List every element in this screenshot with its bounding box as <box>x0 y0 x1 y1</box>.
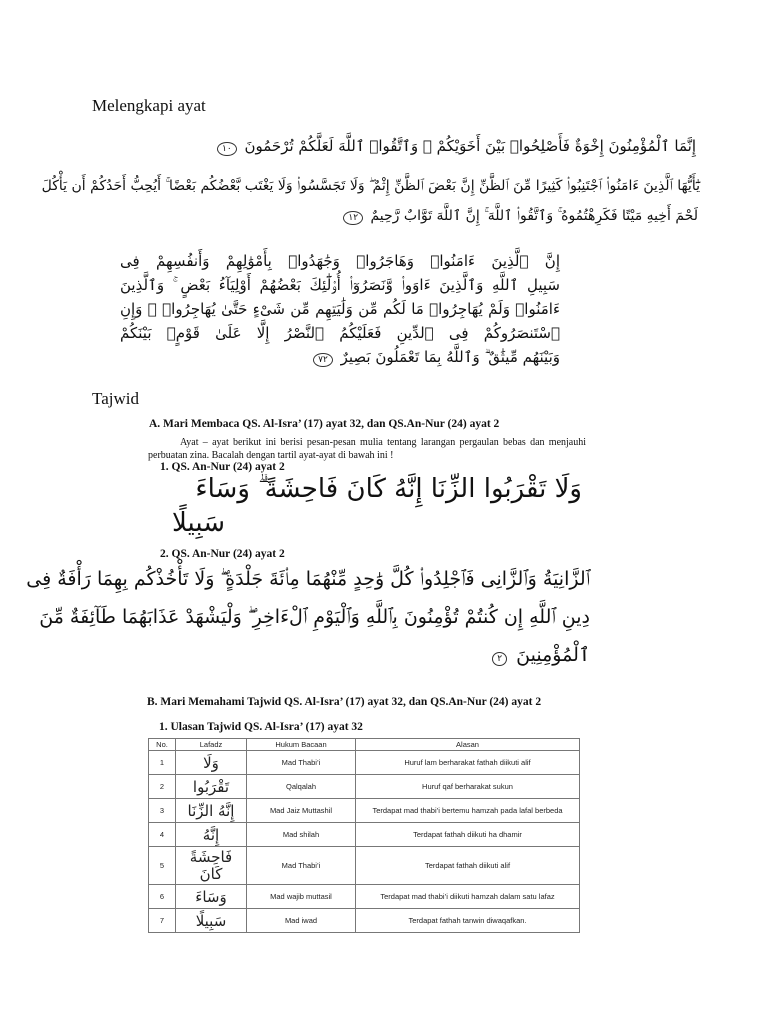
heading-tajwid: Tajwid <box>92 389 139 408</box>
cell-hukum: Mad Thabi’i <box>247 751 356 775</box>
table-row <box>149 847 580 885</box>
cell-lafadz: وَلَا <box>176 751 247 775</box>
cell-hukum: Qalqalah <box>247 775 356 799</box>
cell-hukum: Mad Thabi’i <box>247 847 356 885</box>
cell-no: 1 <box>149 751 176 775</box>
cell-hukum: Mad shilah <box>247 823 356 847</box>
cell-alasan: Terdapat fathah diikuti ha dhamir <box>356 823 580 847</box>
ayah-marker: ١٢ <box>343 211 363 225</box>
verse-line: ءَامَنُوا۟ وَلَمْ يُهَاجِرُوا۟ مَا لَكُم مِّن وَلَٰيَتِهِم مِّن شَىْءٍ حَتَّىٰ يُهَاجِرُوا۟ ۚ وَإِنِ <box>120 300 560 318</box>
cell-alasan: Terdapat mad thabi’i diikuti hamzah dalam satu lafaz <box>356 885 580 909</box>
part-a-intro: Ayat – ayat berikut ini berisi pesan-pesan mulia tentang larangan pergaulan bebas dan menjauhi perbuatan zina. Bacalah dengan tartil ayat-ayat di bawah ini ! <box>148 437 586 461</box>
verse-line: سَبِيلِ ٱللَّهِ وَٱلَّذِينَ ءَاوَوا۟ وَّنَصَرُوٓا۟ أُو۟لَٰٓئِكَ بَعْضُهُمْ أَوْلِيَآءُ بَعْضٍ ۚ وَٱلَّذِينَ <box>120 276 560 294</box>
heading-melengkapi-ayat: Melengkapi ayat <box>92 96 206 115</box>
verse-hujurat-10: إِنَّمَا ٱلْمُؤْمِنُونَ إِخْوَةٌ فَأَصْلِحُوا۟ بَيْنَ أَخَوَيْكُمْ ۚ وَٱتَّقُوا۟ ٱللَّهَ لَعَلَّكُمْ تُرْحَمُونَ ١٠ <box>336 137 696 156</box>
col-alasan: Alasan <box>356 739 580 751</box>
cell-lafadz: تَقْرَبُوا <box>176 775 247 799</box>
ayah-marker: ٧٢ <box>313 353 333 367</box>
cell-alasan: Terdapat fathah diikuti alif <box>356 847 580 885</box>
cell-alasan: Terdapat fathah tanwin diwaqafkan. <box>356 909 580 933</box>
cell-no: 6 <box>149 885 176 909</box>
ayah-marker: ٢ <box>492 652 507 666</box>
table-row <box>149 885 580 909</box>
nur-2-verse <box>26 568 590 682</box>
cell-lafadz: إِنَّهُ <box>176 823 247 847</box>
cell-no: 7 <box>149 909 176 933</box>
cell-no: 2 <box>149 775 176 799</box>
sub1-title: 1. Ulasan Tajwid QS. Al-Isra’ (17) ayat 32 <box>159 721 363 733</box>
part-a-title: A. Mari Membaca QS. Al-Isra’ (17) ayat 32, dan QS.An-Nur (24) ayat 2 <box>149 418 500 430</box>
cell-no: 5 <box>149 847 176 885</box>
cell-alasan: Terdapat mad thabi’i bertemu hamzah pada lafal berbeda <box>356 799 580 823</box>
cell-no: 4 <box>149 823 176 847</box>
cell-alasan: Huruf lam berharakat fathah diikuti alif <box>356 751 580 775</box>
table-row <box>149 909 580 933</box>
verse-line: ٱلزَّانِيَةُ وَٱلزَّانِى فَٱجْلِدُوا۟ كُلَّ وَٰحِدٍ مِّنْهُمَا مِا۟ئَةَ جَلْدَةٍ ۖ وَلَا تَأْخُذْكُم بِهِمَا رَأْفَةٌ فِى <box>26 568 590 590</box>
cell-lafadz: سَبِيلًا <box>176 909 247 933</box>
verse-line: ٱسْتَنصَرُوكُمْ فِى ٱلدِّينِ فَعَلَيْكُمُ ٱلنَّصْرُ إِلَّا عَلَىٰ قَوْمٍۭ بَيْنَكُمْ <box>120 324 560 342</box>
cell-hukum: Mad Jaiz Muttashil <box>247 799 356 823</box>
cell-lafadz: وَسَاءَ <box>176 885 247 909</box>
isra-32-line1: وَلَا تَقْرَبُوا الزِّنَا إِنَّهُ كَانَ فَاحِشَةً ۗ وَسَاءَ <box>195 474 582 504</box>
table-header-row <box>149 739 580 751</box>
cell-lafadz: فَاحِشَةً كَانَ <box>176 847 247 885</box>
item2-label: 2. QS. An-Nur (24) ayat 2 <box>160 548 285 560</box>
table-row <box>149 751 580 775</box>
col-no: No. <box>149 739 176 751</box>
tajwid-table <box>148 738 580 933</box>
verse-anfal-72 <box>120 252 560 372</box>
verse-hujurat-12-line2: لَحْمَ أَخِيهِ مَيْتًا فَكَرِهْتُمُوهُ ۚ وَٱتَّقُوا۟ ٱللَّهَ ۚ إِنَّ ٱللَّهَ تَوَّابٌ رَّحِيمٌ ١٢ <box>300 208 698 225</box>
isra-32-line2: سَبِيلًا <box>172 508 225 538</box>
cell-hukum: Mad wajib muttasil <box>247 885 356 909</box>
cell-no: 3 <box>149 799 176 823</box>
cell-alasan: Huruf qaf berharakat sukun <box>356 775 580 799</box>
part-b-title: B. Mari Memahami Tajwid QS. Al-Isra’ (17) ayat 32, dan QS.An-Nur (24) ayat 2 <box>147 696 542 708</box>
table-row <box>149 823 580 847</box>
ayah-marker: ١٠ <box>217 142 237 156</box>
cell-lafadz: إِنَّهُ الزِّنَا <box>176 799 247 823</box>
col-lafadz: Lafadz <box>176 739 247 751</box>
table-row <box>149 775 580 799</box>
verse-line-last: وَبَيْنَهُم مِّيثَٰقٌ ۗ وَٱللَّهُ بِمَا تَعْمَلُونَ بَصِيرٌ ٧٢ <box>120 348 560 372</box>
verse-hujurat-12-line1: يَٰٓأَيُّهَا ٱلَّذِينَ ءَامَنُوا۟ ٱجْتَنِبُوا۟ كَثِيرًا مِّنَ ٱلظَّنِّ إِنَّ بَعْضَ ٱلظَّنِّ إِثْمٌ ۖ وَلَا تَجَسَّسُوا۟ وَلَا يَغْتَب بَّعْضُكُم بَعْضًا ۚ أَيُحِبُّ أَحَدُكُمْ أَن يَأْكُلَ <box>41 178 700 194</box>
table-row <box>149 799 580 823</box>
col-hukum: Hukum Bacaan <box>247 739 356 751</box>
verse-line: إِنَّ ٱلَّذِينَ ءَامَنُوا۟ وَهَاجَرُوا۟ وَجَٰهَدُوا۟ بِأَمْوَٰلِهِمْ وَأَنفُسِهِمْ فِى <box>120 252 560 270</box>
item1-label: 1. QS. An-Nur (24) ayat 2 <box>160 461 285 473</box>
cell-hukum: Mad iwad <box>247 909 356 933</box>
verse-line: دِينِ ٱللَّهِ إِن كُنتُمْ تُؤْمِنُونَ بِٱللَّهِ وَٱلْيَوْمِ ٱلْءَاخِرِ ۖ وَلْيَشْهَدْ عَذَابَهُمَا طَآئِفَةٌ مِّنَ <box>39 606 590 628</box>
verse-line-last: ٱلْمُؤْمِنِينَ ٢ <box>156 644 590 682</box>
